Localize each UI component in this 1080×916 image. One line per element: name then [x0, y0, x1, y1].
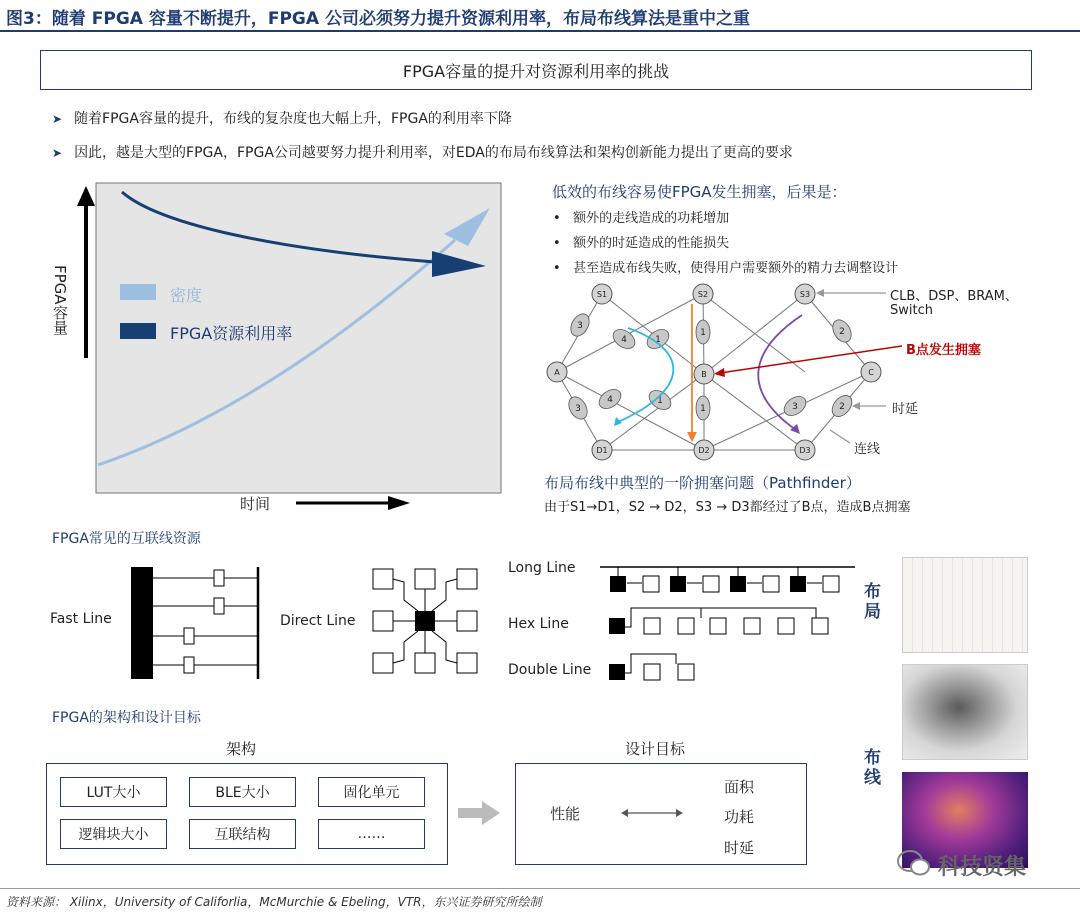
side-label-layout: 布局: [864, 582, 881, 622]
watermark-text: 科技贤集: [938, 855, 1027, 880]
annotation-wire: 连线: [854, 442, 881, 457]
clb-annotation-arrowhead-icon: [816, 289, 824, 297]
legend-swatch-density: [120, 284, 156, 300]
congestion-item-1: • 额外的走线造成的功耗增加: [553, 211, 730, 226]
weight-label: 1: [655, 335, 661, 345]
title-divider: [0, 30, 1080, 32]
legend-label-utilization: FPGA资源利用率: [170, 324, 293, 343]
weight-label: 3: [577, 321, 583, 331]
congestion-item-3: • 甚至造成布线失败，使得用户需要额外的精力去调整设计: [553, 261, 899, 276]
x-axis-arrowhead-icon: [388, 496, 410, 510]
delay-annotation-arrowhead-icon: [852, 402, 860, 410]
legend-swatch-utilization: [120, 323, 156, 339]
source-note: 资料来源： Xilinx，University of Califorlia，McMurchie & Ebeling，VTR，东兴证券研究所绘制: [6, 895, 542, 909]
y-axis-label: FPGA容量: [51, 265, 69, 335]
fast-line-diagram: [128, 564, 268, 682]
double-line-label: Double Line: [508, 662, 592, 678]
node-d1-label: D1: [596, 446, 608, 455]
annotation-delay: 时延: [892, 402, 919, 417]
side-label-routing: 布线: [864, 748, 881, 788]
weight-label: 4: [621, 335, 627, 345]
figure-title: 图3：随着 FPGA 容量不断提升，FPGA 公司必须努力提升资源利用率，布局布线算法是重中之重: [6, 9, 750, 29]
long-line-label: Long Line: [508, 560, 576, 576]
chart-plot-area: [96, 183, 501, 493]
weight-label: 1: [700, 404, 706, 414]
bullet-1: [52, 108, 512, 128]
node-s3-label: S3: [799, 290, 811, 299]
triangle-bullet-icon: ➤: [52, 146, 63, 160]
arch-item-logic-block-size: 逻辑块大小: [60, 819, 167, 849]
goal-area: 面积: [724, 778, 755, 796]
long-line-diagram: [600, 564, 860, 594]
congestion-item-2: • 额外的时延造成的性能损失: [553, 236, 730, 251]
arch-item-interconnect: 互联结构: [189, 819, 296, 849]
triangle-bullet-icon: ➤: [52, 112, 63, 126]
goal-delay: 时延: [724, 839, 755, 857]
pathfinder-graph: [540, 280, 1080, 465]
node-c-label: C: [868, 368, 874, 377]
source-divider: [0, 888, 1080, 889]
bullet-1-text: 随着FPGA容量的提升，布线的复杂度也大幅上升，FPGA的利用率下降: [74, 111, 512, 127]
node-s2-label: S2: [697, 290, 709, 299]
arch-item-lut-size: LUT大小: [60, 777, 167, 807]
congestion-annotation-arrowhead-icon: [714, 368, 725, 377]
weight-label: 3: [575, 404, 581, 414]
weight-label: 1: [700, 328, 706, 338]
pathfinder-subcaption: 由于S1→D1，S2 → D2，S3 → D3都经过了B点，造成B点拥塞: [544, 500, 911, 515]
weight-label: 4: [607, 395, 613, 405]
x-axis-label: 时间: [240, 495, 271, 513]
wechat-logo-icon: [896, 848, 932, 878]
arch-item-hardened-unit: 固化单元: [318, 777, 425, 807]
path-s3-arrowhead-icon: [790, 424, 800, 434]
congestion-item-1-text: 额外的走线造成的功耗增加: [573, 211, 730, 226]
goal-title: 设计目标: [625, 740, 686, 758]
congestion-heading: 低效的布线容易使FPGA发生拥塞，后果是：: [552, 183, 847, 201]
hex-line-diagram: [606, 602, 836, 638]
main-header: FPGA容量的提升对资源利用率的挑战: [40, 50, 1032, 90]
annotation-clb: CLB、DSP、BRAM、: [890, 289, 1018, 304]
arch-item-more: ……: [318, 819, 425, 849]
arch-item-ble-size: BLE大小: [189, 777, 296, 807]
arch-title: 架构: [226, 740, 257, 758]
node-a-label: A: [554, 368, 560, 377]
bullet-2: [52, 142, 793, 162]
congestion-item-3-text: 甚至造成布线失败，使得用户需要额外的精力去调整设计: [573, 261, 899, 276]
node-d2-label: D2: [698, 446, 710, 455]
double-line-diagram: [606, 648, 706, 684]
goal-performance: 性能: [550, 805, 581, 823]
path-s2-arrowhead-icon: [687, 432, 697, 442]
direct-line-label: Direct Line: [280, 613, 356, 629]
y-axis-arrowhead-icon: [77, 186, 95, 206]
legend-label-density: 密度: [170, 286, 203, 305]
node-b-label: B: [701, 370, 707, 379]
weight-label: 2: [839, 327, 845, 337]
annotation-switch: Switch: [890, 303, 933, 318]
interconnect-heading: FPGA常见的互联线资源: [52, 531, 201, 547]
node-s1-label: S1: [596, 290, 608, 299]
routing-wires-image: [902, 664, 1028, 760]
weight-label: 3: [792, 402, 798, 412]
annotation-congestion: B点发生拥塞: [906, 343, 981, 358]
bullet-2-text: 因此，越是大型的FPGA，FPGA公司越要努力提升利用率，对EDA的布局布线算法和架构创新能力提出了更高的要求: [74, 145, 793, 161]
congestion-item-2-text: 额外的时延造成的性能损失: [573, 236, 730, 251]
trend-chart: [40, 180, 520, 520]
fast-line-label: Fast Line: [50, 611, 112, 627]
weight-label: 2: [839, 402, 845, 412]
weight-label: 1: [657, 396, 663, 406]
arch-to-goal-arrow-icon: [456, 800, 502, 826]
wire-annotation-line: [830, 430, 850, 443]
goal-power: 功耗: [724, 808, 755, 826]
node-d3-label: D3: [799, 446, 811, 455]
tradeoff-arrow-icon: [620, 806, 684, 820]
architecture-heading: FPGA的架构和设计目标: [52, 710, 201, 726]
pathfinder-caption: 布局布线中典型的一阶拥塞问题（Pathfinder）: [544, 474, 861, 492]
layout-placement-image: [902, 557, 1028, 653]
direct-line-diagram: [370, 566, 480, 676]
hex-line-label: Hex Line: [508, 616, 569, 632]
